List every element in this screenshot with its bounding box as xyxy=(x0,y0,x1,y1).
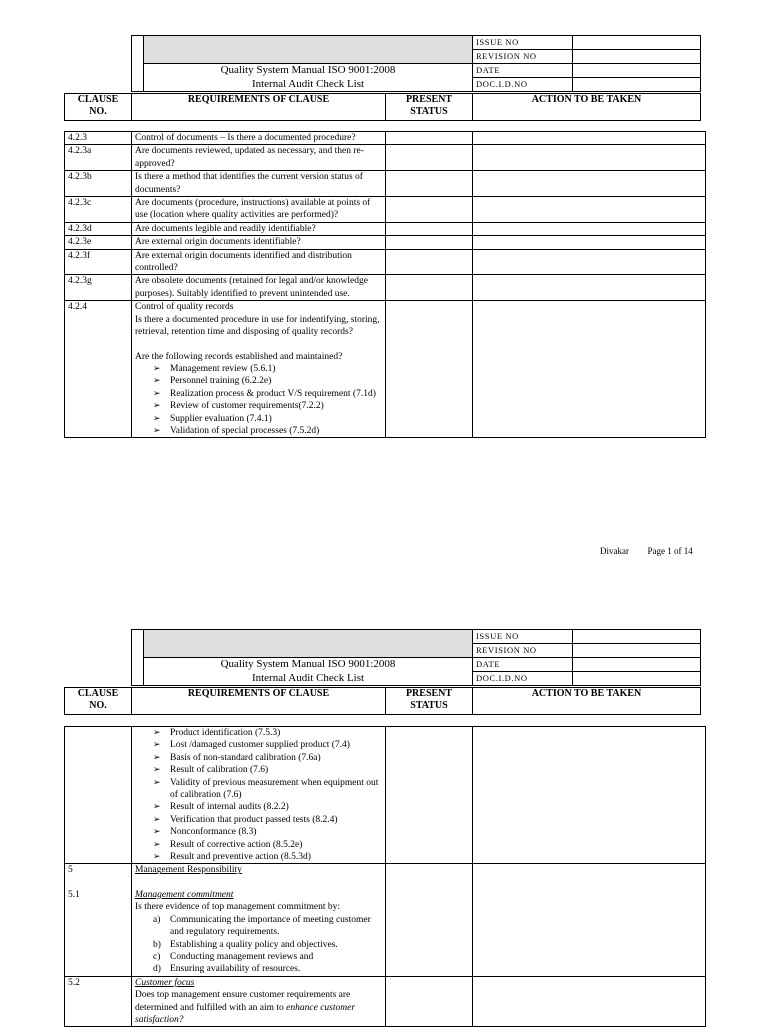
status-cell[interactable] xyxy=(386,171,473,197)
title-line-1: Quality System Manual ISO 9001:2008 xyxy=(220,658,396,670)
records-list xyxy=(135,363,382,437)
meta-issue-no-label: ISSUE NO xyxy=(473,630,573,644)
col-action-header: ACTION TO BE TAKEN xyxy=(473,688,701,715)
clause-cell: 4.2.3g xyxy=(65,275,132,301)
table-row xyxy=(65,145,706,171)
list-item: ➢ Realization process & product V/S requirement (7.1d) xyxy=(153,388,382,400)
requirement-cell xyxy=(132,976,386,1027)
requirement-cell xyxy=(132,301,386,438)
records-heading: Control of quality records xyxy=(135,302,234,313)
records-list-intro: Are the following records established and maintained? xyxy=(135,351,343,362)
list-item: ➢ Basis of non-standard calibration (7.6a) xyxy=(153,752,382,764)
action-cell[interactable] xyxy=(473,132,706,145)
clause-cell: 5.2 xyxy=(65,976,132,1027)
footer-author: Divakar xyxy=(600,546,629,556)
list-item: ➢ Verification that product passed tests (8.2.4) xyxy=(153,814,382,826)
requirement-cell: Are documents legible and readily identifiable? xyxy=(132,222,386,235)
col-status-header: PRESENT STATUS xyxy=(386,688,473,715)
requirement-cell xyxy=(132,864,386,976)
col-requirements-header: REQUIREMENTS OF CLAUSE xyxy=(132,94,386,121)
status-cell[interactable] xyxy=(386,727,473,864)
list-item: ➢ Nonconformance (8.3) xyxy=(153,826,382,838)
table-row xyxy=(65,301,706,438)
commitment-question: Is there evidence of top management commitment by: xyxy=(135,902,340,913)
status-cell[interactable] xyxy=(386,976,473,1027)
subsection-title: Management commitment xyxy=(135,889,234,900)
action-cell[interactable] xyxy=(473,301,706,438)
requirement-cell: Are obsolete documents (retained for legal and/or knowledge purposes). Suitably identified to prevent unintended use. xyxy=(132,275,386,301)
column-header-row-2 xyxy=(64,687,701,715)
footer-page-number: Page 1 of 14 xyxy=(647,546,693,556)
meta-revision-no-label: REVISION NO xyxy=(473,50,573,64)
document-title xyxy=(144,64,473,92)
commitment-list xyxy=(135,914,382,976)
list-item: ➢ Validity of previous measurement when equipment out of calibration (7.6) xyxy=(153,777,382,802)
table-row xyxy=(65,275,706,301)
page-footer xyxy=(600,546,693,556)
meta-docid-value[interactable] xyxy=(573,672,701,686)
subsection-title: Customer focus xyxy=(135,977,195,988)
col-clause-header: CLAUSE NO. xyxy=(65,94,132,121)
records-list-continued xyxy=(135,727,382,863)
meta-date-value[interactable] xyxy=(573,658,701,672)
action-cell[interactable] xyxy=(473,145,706,171)
col-clause-header: CLAUSE NO. xyxy=(65,688,132,715)
requirement-cell: Is there a method that identifies the current version status of documents? xyxy=(132,171,386,197)
clause-cell: 4.2.3c xyxy=(65,197,132,223)
requirement-cell: Are documents reviewed, updated as necessary, and then re-approved? xyxy=(132,145,386,171)
list-item: b) Establishing a quality policy and objectives. xyxy=(153,939,338,950)
list-item: ➢ Result of calibration (7.6) xyxy=(153,764,382,776)
requirement-cell: Are external origin documents identifiable? xyxy=(132,236,386,249)
list-item: ➢ Supplier evaluation (7.4.1) xyxy=(153,413,382,425)
records-question: Is there a documented procedure in use for indentifying, storing, retrieval, retention time and disposing of quality records? xyxy=(135,314,380,338)
status-cell[interactable] xyxy=(386,197,473,223)
status-cell[interactable] xyxy=(386,145,473,171)
meta-date-value[interactable] xyxy=(573,64,701,78)
clause-cell: 4.2.3b xyxy=(65,171,132,197)
customer-focus-question: Does top management ensure customer requirements are determined and fulfilled with an aim to enhance customer satisfaction? xyxy=(135,990,356,1025)
meta-revision-no-value[interactable] xyxy=(573,50,701,64)
col-requirements-header: REQUIREMENTS OF CLAUSE xyxy=(132,688,386,715)
document-header-2 xyxy=(131,629,701,686)
meta-revision-no-value[interactable] xyxy=(573,644,701,658)
section-title: Management Responsibility xyxy=(135,865,242,876)
table-row xyxy=(65,222,706,235)
meta-date-label: DATE xyxy=(473,64,573,78)
clause-cell: 4.2.3a xyxy=(65,145,132,171)
status-cell[interactable] xyxy=(386,301,473,438)
list-item: ➢ Management review (5.6.1) xyxy=(153,363,382,375)
status-cell[interactable] xyxy=(386,864,473,976)
status-cell[interactable] xyxy=(386,236,473,249)
meta-revision-no-label: REVISION NO xyxy=(473,644,573,658)
table-row xyxy=(65,727,706,864)
action-cell[interactable] xyxy=(473,222,706,235)
title-line-2: Internal Audit Check List xyxy=(251,77,365,90)
meta-docid-label: DOC.I.D.NO xyxy=(473,78,573,92)
meta-docid-value[interactable] xyxy=(573,78,701,92)
action-cell[interactable] xyxy=(473,236,706,249)
list-item: d) Ensuring availability of resources. xyxy=(153,964,301,975)
status-cell[interactable] xyxy=(386,249,473,275)
column-header-row-1 xyxy=(64,93,701,121)
col-action-header: ACTION TO BE TAKEN xyxy=(473,94,701,121)
title-line-2: Internal Audit Check List xyxy=(251,671,365,684)
list-item: ➢ Result of internal audits (8.2.2) xyxy=(153,801,382,813)
meta-issue-no-value[interactable] xyxy=(573,36,701,50)
table-row xyxy=(65,197,706,223)
table-row xyxy=(65,976,706,1027)
list-item: a) Communicating the importance of meeting customer and regulatory requirements. xyxy=(153,914,371,938)
list-item: ➢ Lost /damaged customer supplied product (7.4) xyxy=(153,739,382,751)
list-item: ➢ Personnel training (6.2.2e) xyxy=(153,375,382,387)
clause-cell: 4.2.3e xyxy=(65,236,132,249)
status-cell[interactable] xyxy=(386,222,473,235)
table-row xyxy=(65,132,706,145)
requirement-cell: Are documents (procedure, instructions) available at points of use (location where quality activities are performed)? xyxy=(132,197,386,223)
table-row xyxy=(65,249,706,275)
action-cell[interactable] xyxy=(473,249,706,275)
clause-cell xyxy=(65,727,132,864)
action-cell[interactable] xyxy=(473,275,706,301)
action-cell[interactable] xyxy=(473,727,706,864)
document-header-1 xyxy=(131,35,701,92)
clause-cell: 4.2.3d xyxy=(65,222,132,235)
list-item: c) Conducting management reviews and xyxy=(153,951,314,962)
meta-issue-no-value[interactable] xyxy=(573,630,701,644)
table-row xyxy=(65,236,706,249)
requirement-cell: Are external origin documents identified and distribution controlled? xyxy=(132,249,386,275)
list-item: ➢ Validation of special processes (7.5.2d) xyxy=(153,425,382,437)
table-row xyxy=(65,864,706,976)
action-cell[interactable] xyxy=(473,171,706,197)
title-line-1: Quality System Manual ISO 9001:2008 xyxy=(220,64,396,76)
checklist-table-2 xyxy=(64,726,706,1027)
clause-cell: 5 5.1 xyxy=(65,864,132,976)
clause-cell: 4.2.3f xyxy=(65,249,132,275)
list-item: ➢ Result of corrective action (8.5.2e) xyxy=(153,839,382,851)
status-cell[interactable] xyxy=(386,275,473,301)
table-row xyxy=(65,171,706,197)
status-cell[interactable] xyxy=(386,132,473,145)
meta-issue-no-label: ISSUE NO xyxy=(473,36,573,50)
action-cell[interactable] xyxy=(473,197,706,223)
action-cell[interactable] xyxy=(473,864,706,976)
checklist-table-1 xyxy=(64,131,706,438)
requirement-cell: Control of documents – Is there a documented procedure? xyxy=(132,132,386,145)
list-item: ➢ Result and preventive action (8.5.3d) xyxy=(153,851,382,863)
document-title xyxy=(144,658,473,686)
meta-date-label: DATE xyxy=(473,658,573,672)
requirement-cell xyxy=(132,727,386,864)
header-shaded-cell xyxy=(144,630,473,658)
header-shaded-cell xyxy=(144,36,473,64)
list-item: ➢ Review of customer requirements(7.2.2) xyxy=(153,400,382,412)
list-item: ➢ Product identification (7.5.3) xyxy=(153,727,382,739)
meta-docid-label: DOC.I.D.NO xyxy=(473,672,573,686)
clause-cell: 4.2.3 xyxy=(65,132,132,145)
clause-cell: 4.2.4 xyxy=(65,301,132,438)
col-status-header: PRESENT STATUS xyxy=(386,94,473,121)
action-cell[interactable] xyxy=(473,976,706,1027)
